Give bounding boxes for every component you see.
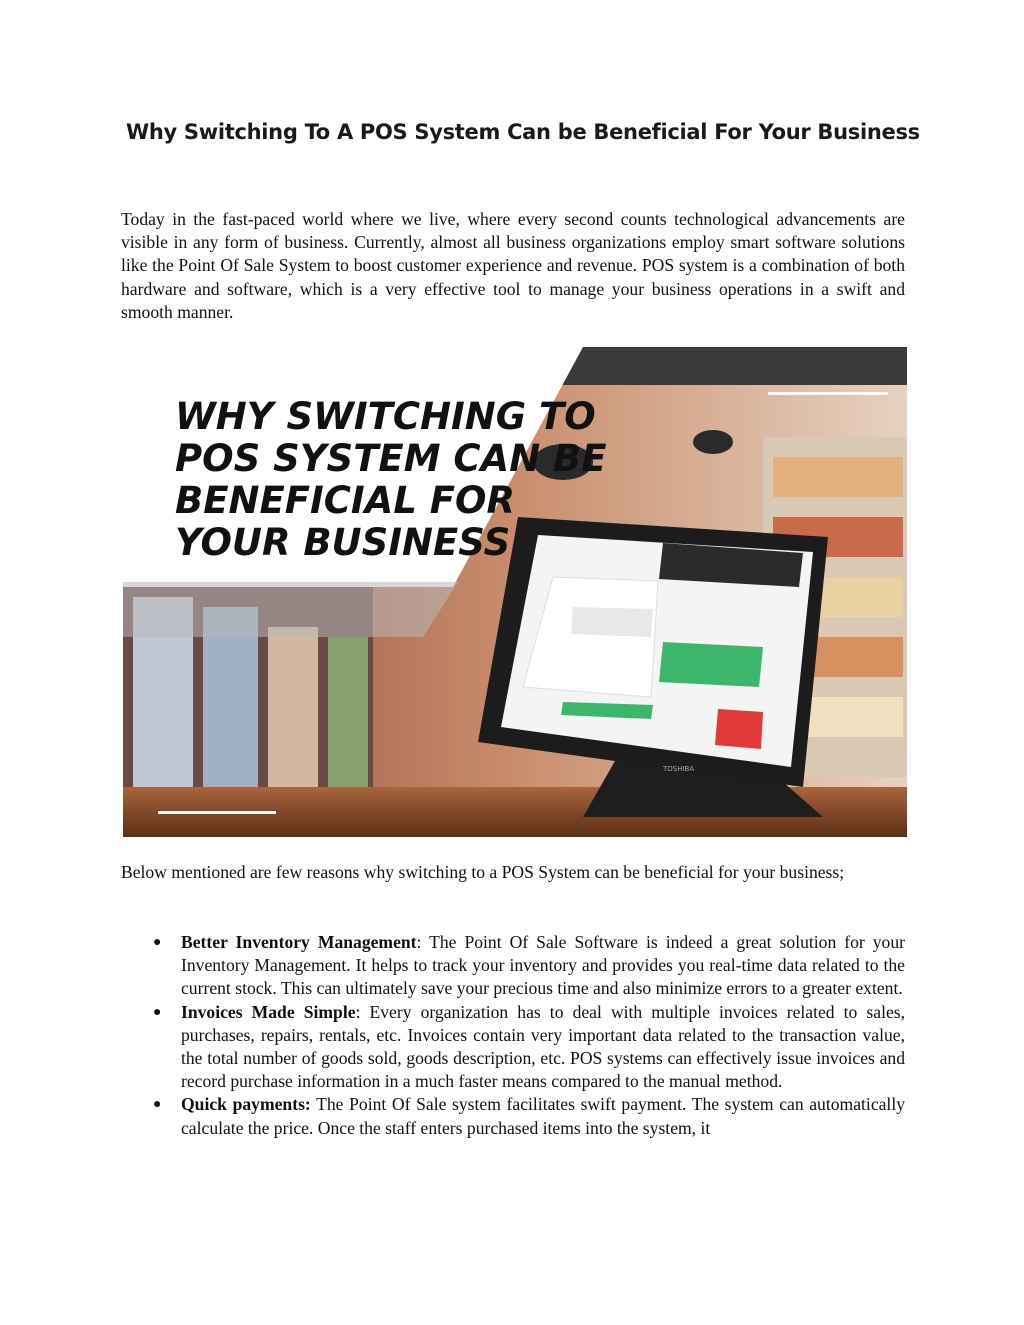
reason-sep: :: [416, 932, 422, 952]
reason-heading: Better Inventory Management: [181, 932, 417, 952]
headline-line-2: POS SYSTEM CAN BE: [175, 437, 607, 480]
pos-illustration: [123, 347, 907, 837]
bullet-icon: ●: [153, 1097, 162, 1113]
reasons-intro: Below mentioned are few reasons why switching to a POS System can be beneficial for your business;: [121, 862, 845, 882]
bullet-icon: ●: [153, 935, 162, 950]
reason-sep: :: [355, 1001, 361, 1022]
bullet-icon: ●: [153, 1004, 162, 1020]
reason-text: The Point Of Sale system facilitates swift payment. The system can automatically calculate the price. Once the staff enters purchased items into the system, it: [181, 1094, 906, 1138]
pos-terminal: [478, 517, 828, 787]
reason-heading: Quick payments:: [181, 1094, 311, 1115]
headline-line-1: WHY SWITCHING TO: [175, 395, 596, 438]
list-item: [121, 1001, 905, 1094]
headline-line-3: BENEFICIAL FOR: [175, 479, 515, 522]
reason-text: The Point Of Sale Software is indeed a great solution for your Inventory Management. It helps to track your inventory and provides you real-time data related to the current stock. This can ultimately save your precious time and also minimize errors to a greater extent.: [181, 932, 906, 999]
headline-line-4: YOUR BUSINESS: [175, 521, 511, 564]
reasons-list: [121, 931, 905, 1140]
reason-text: Every organization has to deal with multiple invoices related to sales, purchases, repairs, rentals, etc. Invoices contain very important data related to the transaction value, the total number of goods sold, goods description, etc. POS systems can effectively issue invoices and record purchase information in a much faster means compared to the manual method.: [181, 1001, 906, 1092]
page-title: Why Switching To A POS System Can be Beneficial For Your Business: [126, 120, 920, 144]
list-item: [121, 1093, 905, 1139]
list-item: [121, 931, 905, 1001]
reason-heading: Invoices Made Simple: [181, 1001, 356, 1022]
hero-image: [123, 347, 907, 837]
intro-paragraph: Today in the fast-paced world where we live, where every second counts technological advancements are visible in any form of business. Currently, almost all business organizations employ smart software solutions like the Point Of Sale System to boost customer experience and revenue. POS system is a combination of both hardware and software, which is a very effective tool to manage your business operations in a swift and smooth manner.: [121, 209, 905, 322]
device-brand: TOSHIBA: [663, 765, 695, 773]
